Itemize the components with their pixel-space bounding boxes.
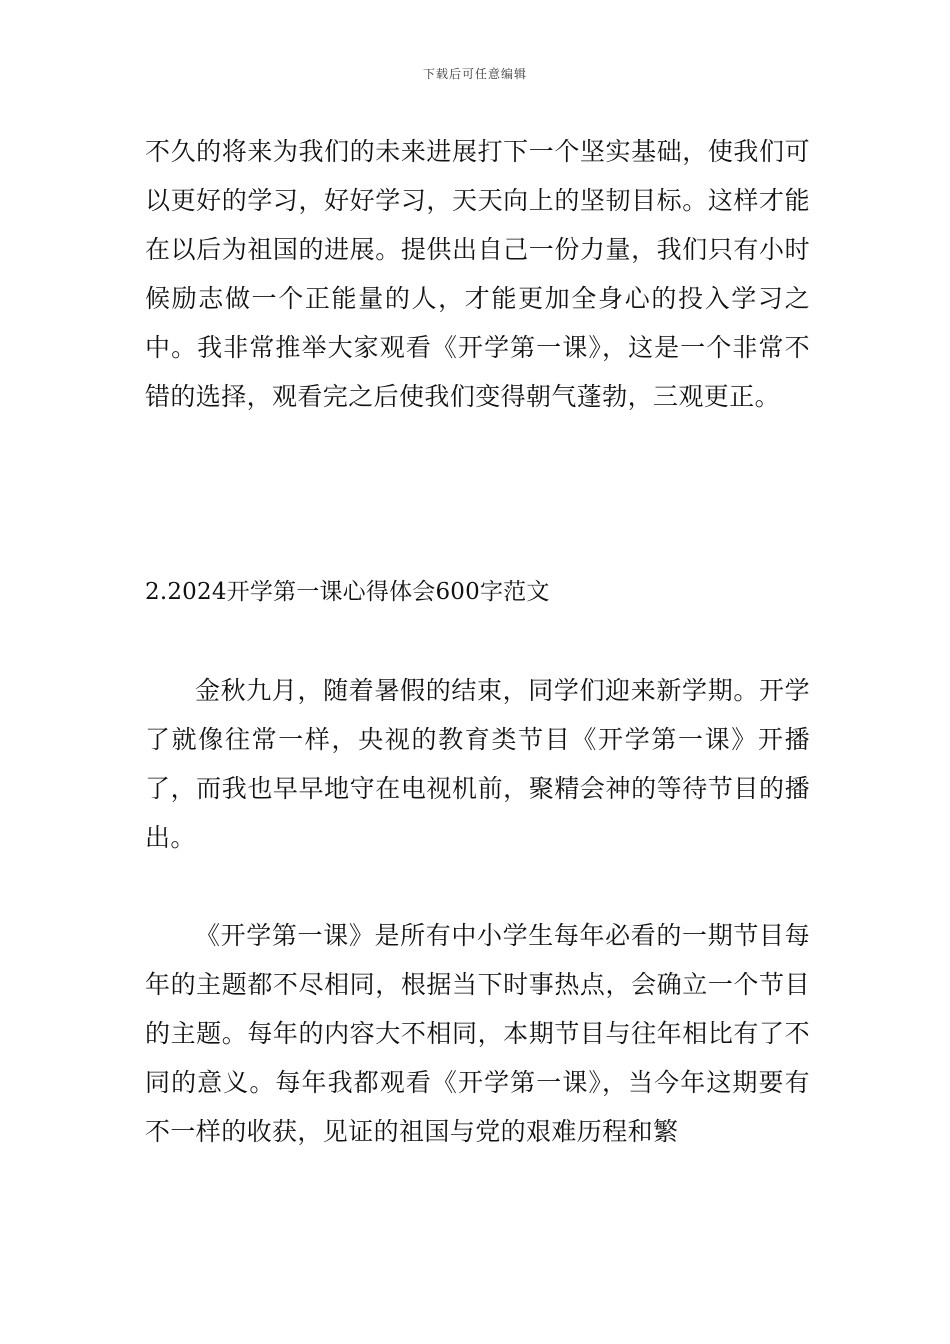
paragraph-continuation: 不久的将来为我们的未来进展打下一个坚实基础，使我们可以更好的学习，好好学习，天天向上的坚韧目标。这样才能在以后为祖国的进展。提供出自己一份力量，我们只有小时候励志做一个正能量的人，才能更加全身心的投入学习之中。我非常推举大家观看《开学第一课》，这是一个非常不错的选择，观看完之后使我们变得朝气蓬勃，三观更正。	[145, 137, 810, 411]
paragraph-gap	[145, 862, 810, 911]
heading-gap	[145, 617, 810, 666]
page-header-note: 下载后可任意编辑	[422, 67, 527, 81]
document-body	[145, 127, 810, 1156]
section-heading: 2.2024开学第一课心得体会600字范文	[145, 579, 550, 605]
paragraph-body: 《开学第一课》是所有中小学生每年必看的一期节目每年的主题都不尽相同，根据当下时事热点，会确立一个节目的主题。每年的内容大不相同，本期节目与往年相比有了不同的意义。每年我都观看《开学第一课》，当今年这期要有不一样的收获，见证的祖国与党的艰难历程和繁	[145, 921, 810, 1146]
section-gap	[145, 421, 810, 568]
paragraph-intro: 金秋九月，随着暑假的结束，同学们迎来新学期。开学了就像往常一样，央视的教育类节目《开学第一课》开播了，而我也早早地守在电视机前，聚精会神的等待节目的播出。	[145, 676, 810, 852]
